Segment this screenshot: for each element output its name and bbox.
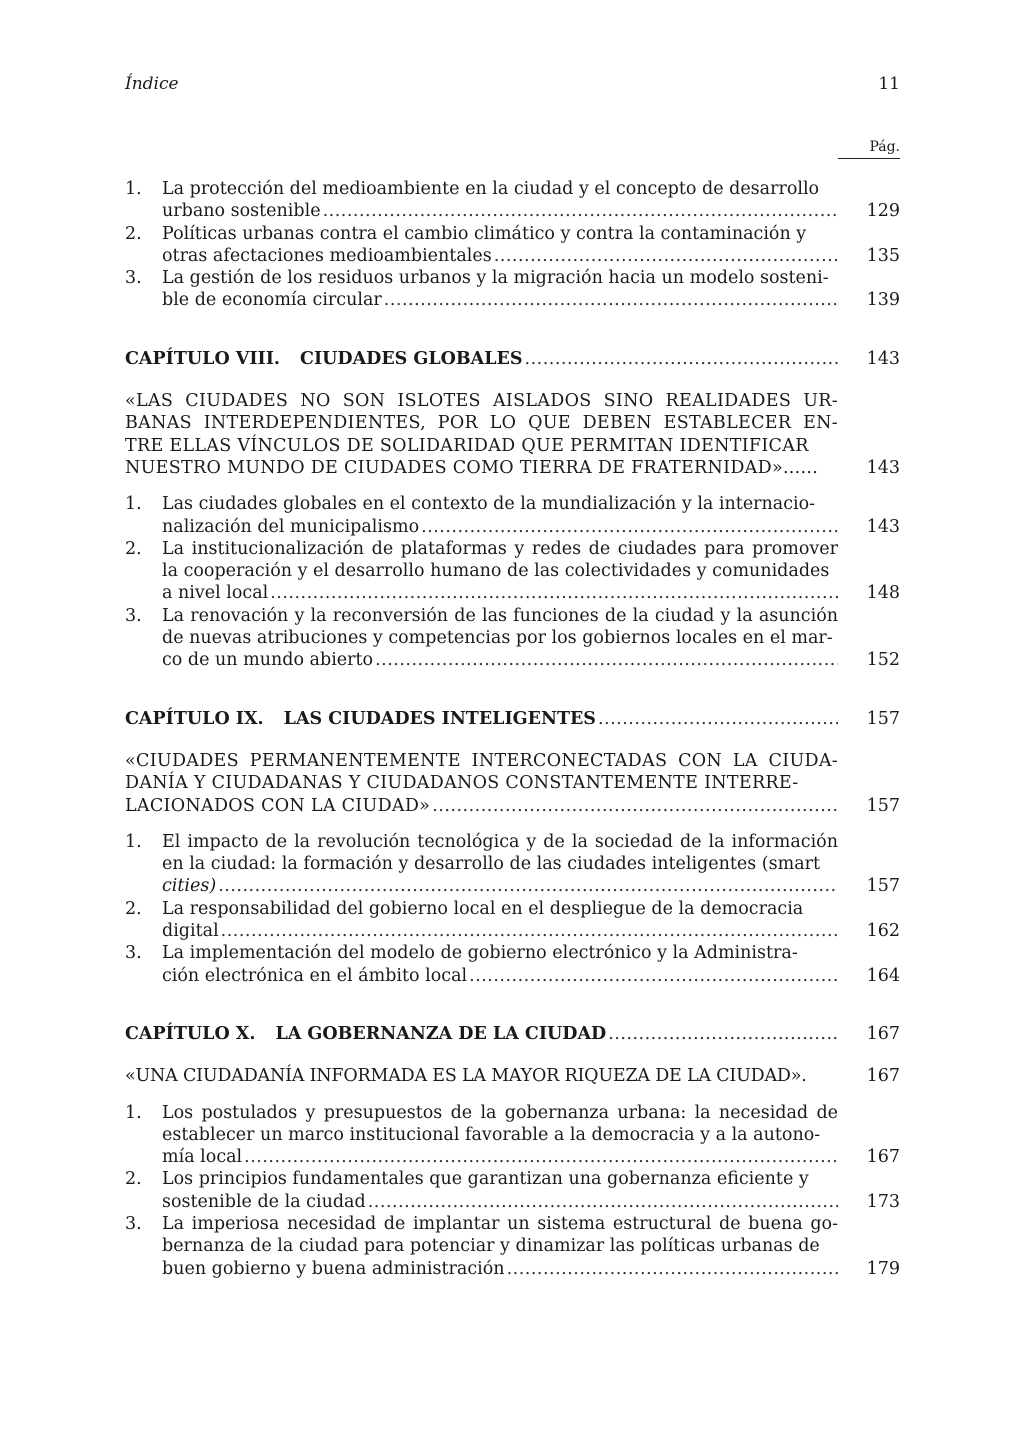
dot-leader: [218, 875, 838, 897]
epigraph-page: 157: [866, 795, 900, 816]
toc-entry-number: 2.: [125, 1169, 142, 1190]
toc-entry-text: Políticas urbanas contra el cambio climático y contra la contaminación y: [162, 223, 807, 244]
toc-entry-text-end: cities): [162, 876, 217, 897]
toc-entry: [125, 831, 900, 898]
toc-entry-number: 2.: [125, 538, 142, 559]
chapter-title: CIUDADES GLOBALES: [300, 348, 523, 369]
chapter-heading-8: [125, 348, 900, 370]
toc-entry-page: 135: [866, 245, 900, 266]
running-head: [125, 74, 900, 94]
toc-entry-page: 167: [866, 1147, 900, 1168]
dot-leader: [608, 1023, 838, 1045]
chapter-title: LA GOBERNANZA DE LA CIUDAD: [275, 1023, 607, 1044]
toc-entry: [125, 538, 900, 605]
toc-entry-text: Los postulados y presupuestos de la gobernanza urbana: la necesidad de establecer un marco institucional favorable a la democracia y a la autono-: [162, 1102, 838, 1145]
chapter-page: 143: [866, 348, 900, 369]
toc-entry-text: La renovación y la reconversión de las funciones de la ciudad y la asunción de nuevas atribuciones y competencias por los gobiernos locales en el mar-: [162, 605, 838, 649]
epigraph-text-end: NUESTRO MUNDO DE CIUDADES COMO TIERRA DE FRATERNIDAD»......: [125, 457, 819, 478]
toc-entry-text: La gestión de los residuos urbanos y la migración hacia un modelo sosteni-: [162, 268, 829, 289]
toc-entry-number: 1.: [125, 179, 142, 199]
chapter-heading-10: [125, 1023, 900, 1045]
epigraph-text-end: LACIONADOS CON LA CIUDAD»: [125, 795, 431, 816]
chapter-epigraph: [125, 1065, 900, 1087]
toc-entry-text: La implementación del modelo de gobierno electrónico y la Administra-: [162, 943, 798, 964]
epigraph-page: 143: [866, 457, 900, 478]
toc-entry-number: 2.: [125, 898, 142, 919]
running-head-section: Índice: [125, 74, 179, 94]
toc-entry-text-end: sostenible de la ciudad: [162, 1191, 366, 1212]
toc-entry-number: 3.: [125, 605, 142, 626]
dot-leader: [375, 649, 838, 671]
toc-entry-page: 162: [866, 921, 900, 942]
running-head-page-number: 11: [878, 74, 900, 94]
toc-entry-text-end: nalización del municipalismo: [162, 516, 420, 537]
toc-entry-number: 3.: [125, 1213, 142, 1234]
toc-entry: [125, 493, 900, 538]
chapter-page: 167: [866, 1023, 900, 1044]
dot-leader: [432, 795, 838, 817]
dot-leader: [384, 289, 838, 311]
toc-entry-text-end: otras afectaciones medioambientales: [162, 245, 492, 266]
epigraph-text-end: «UNA CIUDADANÍA INFORMADA ES LA MAYOR RIQUEZA DE LA CIUDAD».: [125, 1066, 807, 1087]
toc-entry-text: La protección del medioambiente en la ciudad y el concepto de desarrollo: [162, 179, 820, 199]
chapter-page: 157: [866, 708, 900, 729]
dot-leader: [421, 516, 838, 538]
toc-entry-page: 173: [866, 1191, 900, 1212]
toc-entry: [125, 1102, 900, 1169]
dot-leader: [221, 920, 838, 942]
toc-entry-text: Los principios fundamentales que garantizan una gobernanza eficiente y: [162, 1169, 809, 1190]
toc-entry-text-end: buen gobierno y buena administración: [162, 1258, 505, 1279]
toc-entry-number: 3.: [125, 943, 142, 964]
epigraph-page: 167: [866, 1066, 900, 1087]
toc-entry-text: La responsabilidad del gobierno local en el despliegue de la democracia: [162, 898, 804, 919]
toc-entry: [125, 267, 900, 312]
toc-entry-number: 3.: [125, 268, 142, 289]
toc-entry-text-end: co de un mundo abierto: [162, 650, 374, 671]
toc-entry-number: 1.: [125, 1102, 142, 1123]
toc-entry-page: 143: [866, 516, 900, 537]
toc-entry-page: 129: [866, 201, 900, 222]
toc-entry: [125, 1213, 900, 1280]
toc-entry-page: 139: [866, 290, 900, 311]
toc-entry-number: 2.: [125, 223, 142, 244]
page-column-label: Pág.: [838, 139, 900, 159]
toc-entry-text: La institucionalización de plataformas y redes de ciudades para promover la cooperación y el desarrollo humano de las colectividades y comunidades: [162, 538, 838, 582]
toc-entry-text-end: ble de economía circular: [162, 290, 382, 311]
dot-leader: [270, 582, 838, 604]
toc-entry-page: 164: [866, 965, 900, 986]
dot-leader: [244, 1146, 838, 1168]
toc-entry: [125, 223, 900, 268]
table-of-contents: [125, 178, 900, 1280]
toc-entry-page: 157: [866, 876, 900, 897]
chapter-label: CAPÍTULO VIII.: [125, 348, 281, 369]
dot-leader: [323, 200, 838, 222]
chapter-heading-9: [125, 708, 900, 730]
epigraph-text: «LAS CIUDADES NO SON ISLOTES AISLADOS SINO REALIDADES UR- BANAS INTERDEPENDIENTES, POR LO QUE DEBEN ESTABLECER EN- TRE ELLAS VÍNCULOS DE SOLIDARIDAD QUE PERMITAN IDENTIFICAR: [125, 391, 838, 456]
chapter-epigraph: [125, 390, 900, 479]
toc-entry: [125, 1168, 900, 1213]
dot-leader: [598, 708, 838, 730]
toc-entry-text-end: digital: [162, 921, 219, 942]
toc-entry: [125, 942, 900, 987]
epigraph-text: «CIUDADES PERMANENTEMENTE INTERCONECTADAS CON LA CIUDA- DANÍA Y CIUDADANAS Y CIUDADANOS CONSTANTEMENTE INTERRE-: [125, 750, 838, 794]
toc-entry-text-end: a nivel local: [162, 583, 269, 604]
toc-entry: [125, 605, 900, 672]
chapter-label: CAPÍTULO X.: [125, 1023, 256, 1044]
dot-leader: [507, 1258, 838, 1280]
chapter-title: LAS CIUDADES INTELIGENTES: [283, 708, 596, 729]
dot-leader: [525, 348, 838, 370]
toc-entry-text-end: mía local: [162, 1147, 243, 1168]
toc-entry-page: 152: [866, 650, 900, 671]
toc-entry-text: La imperiosa necesidad de implantar un sistema estructural de buena go- bernanza de la ciudad para potenciar y dinamizar las políticas urbanas de: [162, 1213, 838, 1257]
toc-entry-page: 148: [866, 583, 900, 604]
toc-entry: [125, 898, 900, 943]
toc-entry-page: 179: [866, 1258, 900, 1279]
toc-entry-text: Las ciudades globales en el contexto de la mundialización y la internacio-: [162, 494, 816, 515]
chapter-epigraph: [125, 750, 900, 817]
toc-entry-text: El impacto de la revolución tecnológica y de la sociedad de la información en la ciudad: la formación y desarrollo de las ciudades inteligentes (smart: [162, 831, 838, 875]
dot-leader: [469, 965, 838, 987]
toc-entry-number: 1.: [125, 494, 142, 515]
dot-leader: [368, 1191, 838, 1213]
toc-entry-number: 1.: [125, 831, 142, 852]
toc-entry-text-end: ción electrónica en el ámbito local: [162, 965, 468, 986]
toc-entry-text-end: urbano sostenible: [162, 201, 321, 222]
chapter-label: CAPÍTULO IX.: [125, 708, 264, 729]
toc-entry: [125, 178, 900, 223]
dot-leader: [494, 245, 838, 267]
